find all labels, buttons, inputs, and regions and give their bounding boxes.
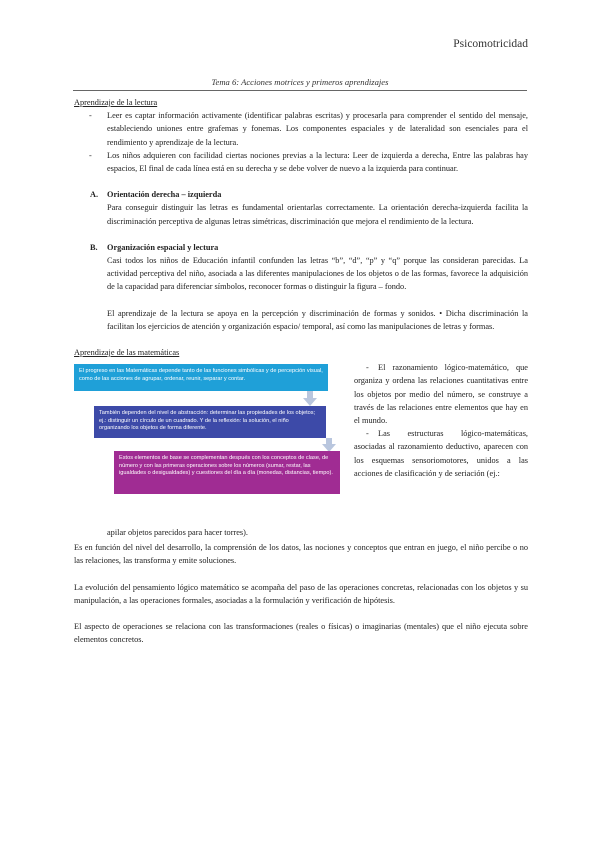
subsection-letter: B. [90, 242, 98, 252]
subsection-heading-b [74, 241, 528, 254]
math-paragraph: La evolución del pensamiento lógico matemático se acompaña del paso de las operaciones concretas, relacionadas con los objetos y su manipulación, a las operaciones formales, asociadas a la formulación y verificación de hipótesis. [74, 582, 528, 605]
subsection-title: Orientación derecha – izquierda [107, 190, 222, 200]
reading-bullet-list [74, 109, 528, 175]
subsection-title: Organización espacial y lectura [107, 242, 219, 252]
spacer [74, 607, 528, 620]
spacer [74, 333, 528, 346]
topic-title: Tema 6: Acciones motrices y primeros aprendizajes [211, 77, 389, 87]
header-divider [73, 90, 527, 91]
subsection-letter: A. [90, 190, 99, 200]
math-paragraph: Es en función del nivel del desarrollo, la comprensión de los datos, las nociones y conceptos que entran en juego, el niño percibe o no las relaciones, las transforma y emite soluciones. [74, 543, 528, 566]
math-right-item: - Las estructuras lógico-matemáticas, asociadas al razonamiento deductivo, aparecen con los esquemas sensoriomotores, unidos a las acciones de clasificación y de seriación (ej.: [354, 429, 528, 478]
content-body [74, 96, 528, 646]
math-right-column [354, 361, 528, 480]
math-two-column [74, 361, 528, 541]
diagram-box-1: El progreso en las Matemáticas depende tanto de las funciones simbólicas y de percepción visual, como de las acciones de agrupar, ordenar, reunir, separar y contar. [74, 364, 328, 391]
diagram-box-2: También dependen del nivel de abstracción: determinar las propiedades de los objetos; ej.: distinguir un círculo de un cuadrado. Y de la reflexión: la solución, el niño organizando los objetos de forma diferente. [94, 406, 326, 438]
reading-section-title: Aprendizaje de la lectura [74, 98, 158, 107]
math-continuation: apilar objetos parecidos para hacer torres). [107, 528, 248, 538]
spacer [74, 294, 528, 307]
reading-bullet: - Los niños adquieren con facilidad ciertas nociones previas a la lectura: Leer de izquierda a derecha, Entre las palabras hay espacios, El final de cada línea está en su derecha y se debe volver de nuevo a la izquierda para continuar. [74, 149, 528, 175]
down-arrow-icon [303, 398, 317, 406]
math-diagram [74, 364, 344, 498]
subsection-paragraph: Para conseguir distinguir las letras es fundamental orientarlas correctamente. La orientación derecha-izquierda facilita la discriminación perceptiva de algunas letras simétricas, discriminación que mejora el rendimiento de la lectura. [107, 203, 528, 226]
math-section-title: Aprendizaje de las matemáticas [74, 348, 180, 358]
subsection-paragraph: El aprendizaje de la lectura se apoya en la percepción y discriminación de formas y sonidos. • Dicha discriminación la facilitan los ejercicios de atención y organización espacio/ temporal, así como las manipulaciones de letras y formas. [107, 308, 528, 331]
math-right-item: - El razonamiento lógico-matemático, que organiza y ordena las relaciones cuantitativas entre los objetos por medio del número, se construye a través de las relaciones entre elementos que hay en el mundo. [354, 363, 528, 426]
course-header: Psicomotricidad [453, 38, 528, 50]
spacer [74, 568, 528, 581]
math-paragraph: El aspecto de operaciones se relaciona con las transformaciones (reales o físicas) o imaginarias (mentales) que el niño ejecuta sobre elementos concretos. [74, 622, 528, 645]
subsection-heading-a [74, 188, 528, 201]
diagram-box-3: Estos elementos de base se complementan después con los conceptos de clase, de número y con las primeras operaciones sobre los números (sumar, restar, las igualdades o desigualdades) y cuestiones del día a día (monedas, distancias, tiempo). [114, 451, 340, 494]
reading-bullet: - Leer es captar información activamente (identificar palabras escritas) y procesarla para comprender el sentido del mensaje, estableciendo uniones entre grafemas y fonemas. Los componentes espaciales y de lateralidad son esenciales para el rendimiento y aprendizaje de la lectura. [74, 109, 528, 149]
subsection-paragraph: Casi todos los niños de Educación infantil confunden las letras “b”, “d”, “p” y “q” porque las consideran parecidas. La actividad perceptiva del niño, asociada a las diferentes manipulaciones de los objetos o de las formas, favorece la adquisición de la capacidad para diferenciar símbolos, reconocer formas o distinguir la figura – fondo. [107, 256, 528, 292]
